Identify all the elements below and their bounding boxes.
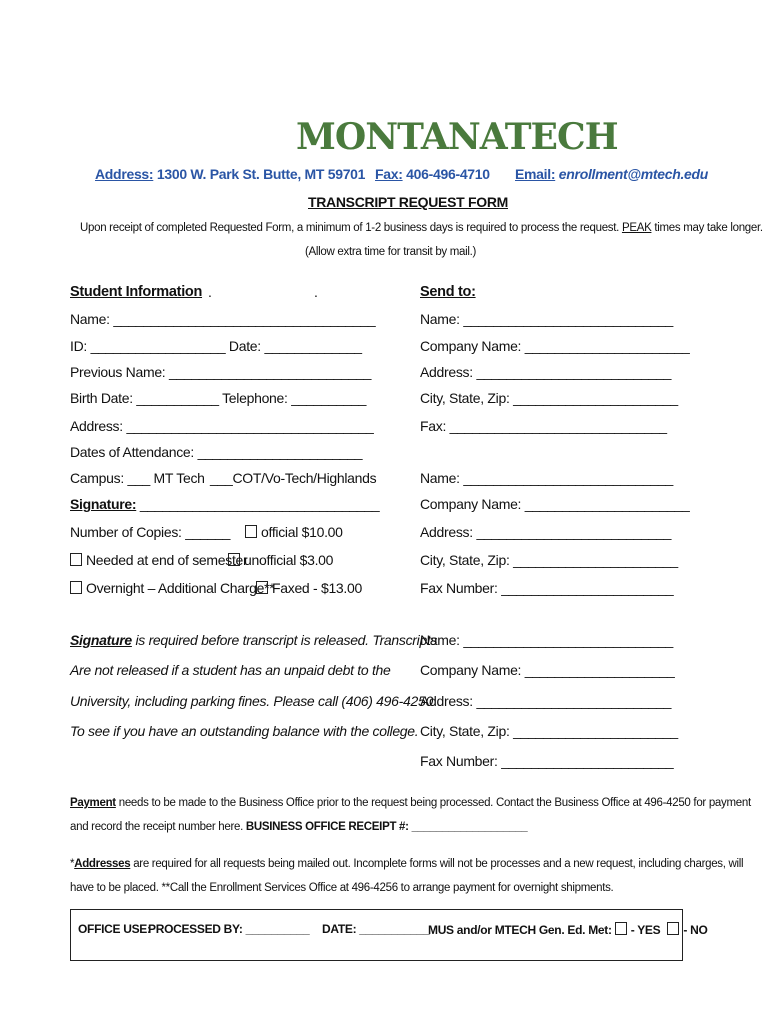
campus-cot-option[interactable]: ___COT/Vo-Tech/Highlands	[210, 470, 377, 486]
email-label: Email:	[515, 166, 556, 182]
dot-2: .	[314, 284, 318, 300]
notice-line-3: University, including parking fines. Please call (406) 496-4250	[70, 693, 433, 709]
student-info-heading: Student Information	[70, 284, 203, 300]
sendto1-city-field[interactable]: City, State, Zip: ______________________	[420, 390, 678, 406]
gen-ed-met	[428, 922, 708, 937]
office-date-field[interactable]: DATE: ___________	[322, 922, 430, 936]
email-value[interactable]: enrollment@mtech.edu	[555, 166, 709, 182]
sendto3-city-field[interactable]: City, State, Zip: ______________________	[420, 723, 678, 739]
sendto3-company-field[interactable]: Company Name: ____________________	[420, 662, 675, 678]
checkbox-icon[interactable]	[70, 553, 82, 566]
dates-attendance-field[interactable]: Dates of Attendance: ______________________	[70, 444, 363, 460]
fax-contact	[375, 166, 490, 182]
payment-line-1	[70, 797, 751, 809]
notice-signature-word: Signature	[70, 632, 132, 648]
sendto3-address-field[interactable]: Address: __________________________	[420, 693, 672, 709]
notice-line-4: To see if you have an outstanding balance with the college.	[70, 723, 419, 739]
address-contact	[95, 166, 365, 182]
student-id-date-field[interactable]: ID: __________________ Date: _____________	[70, 338, 362, 354]
sendto3-fax-field[interactable]: Fax Number: _______________________	[420, 753, 674, 769]
sendto1-address-field[interactable]: Address: __________________________	[420, 364, 672, 380]
notice-line-1-text: is required before transcript is released. Transcripts	[131, 632, 438, 648]
campus-mt-tech-option[interactable]: Campus: ___ MT Tech	[70, 470, 205, 486]
faxed-label: Faxed - $13.00	[272, 580, 362, 596]
payment-line-2-text: and record the receipt number here.	[70, 821, 246, 833]
sendto1-fax-field[interactable]: Fax: _____________________________	[420, 418, 667, 434]
sendto1-name-field[interactable]: Name: ____________________________	[420, 311, 673, 327]
sendto2-address-field[interactable]: Address: __________________________	[420, 524, 672, 540]
student-name-field[interactable]: Name: ___________________________________	[70, 311, 376, 327]
send-to-heading: Send to:	[420, 284, 476, 300]
checkbox-icon[interactable]	[70, 581, 82, 594]
student-address-field[interactable]: Address: _________________________________	[70, 418, 374, 434]
intro-text	[80, 222, 763, 234]
signature-label: Signature:	[70, 496, 137, 512]
email-contact	[515, 166, 708, 182]
office-use-label: OFFICE USE:	[78, 922, 151, 936]
needed-end-label: Needed at end of semester	[86, 552, 248, 568]
yes-label: - YES	[630, 923, 661, 937]
birth-phone-field[interactable]: Birth Date: ___________ Telephone: __________	[70, 390, 367, 406]
addresses-star: *	[70, 858, 75, 870]
form-title: TRANSCRIPT REQUEST FORM	[308, 194, 508, 210]
addresses-word: Addresses	[74, 858, 131, 870]
notice-line-2: Are not released if a student has an unpaid debt to the	[70, 662, 391, 678]
logo-text: MONTANATECH	[296, 116, 618, 158]
intro-part-b: times may take longer.	[651, 222, 763, 234]
overnight-option[interactable]	[70, 580, 274, 596]
sendto2-fax-field[interactable]: Fax Number: _______________________	[420, 580, 674, 596]
official-option[interactable]	[245, 524, 343, 540]
addresses-line-2: have to be placed. **Call the Enrollment Services Office at 496-4256 to arrange payment for overnight shipments.	[70, 882, 614, 894]
processed-by-field[interactable]: PROCESSED BY: __________	[148, 922, 310, 936]
sendto2-company-field[interactable]: Company Name: ______________________	[420, 496, 690, 512]
official-label: official $10.00	[261, 524, 343, 540]
overnight-label: Overnight – Additional Charge**	[86, 580, 275, 596]
payment-word: Payment	[70, 797, 116, 809]
address-value: 1300 W. Park St. Butte, MT 59701	[153, 166, 366, 182]
checkbox-icon[interactable]	[615, 922, 627, 935]
sendto2-city-field[interactable]: City, State, Zip: ______________________	[420, 552, 678, 568]
no-label: - NO	[683, 923, 708, 937]
checkbox-icon[interactable]	[228, 553, 240, 566]
intro-part-a: Upon receipt of completed Requested Form, a minimum of 1-2 business days is required to process the request.	[80, 222, 622, 234]
receipt-field[interactable]: BUSINESS OFFICE RECEIPT #: ___________________	[245, 821, 528, 833]
signature-field[interactable]	[70, 496, 379, 512]
unofficial-option[interactable]	[228, 552, 333, 568]
sendto3-name-field[interactable]: Name: ____________________________	[420, 632, 673, 648]
checkbox-icon[interactable]	[245, 525, 257, 538]
intro-text-2: (Allow extra time for transit by mail.)	[305, 246, 477, 258]
copies-field[interactable]: Number of Copies: ______	[70, 524, 231, 540]
gen-ed-label: MUS and/or MTECH Gen. Ed. Met:	[428, 923, 612, 937]
faxed-option[interactable]	[256, 580, 362, 596]
montana-tech-logo	[296, 116, 618, 158]
fax-label: Fax:	[375, 166, 403, 182]
unofficial-label: unofficial $3.00	[244, 552, 334, 568]
address-label: Address:	[95, 166, 154, 182]
sendto2-name-field[interactable]: Name: ____________________________	[420, 470, 673, 486]
addresses-line-1-text: are required for all requests being mailed out. Incomplete forms will not be processes and a new request, including charges, will	[130, 858, 744, 870]
sendto1-company-field[interactable]: Company Name: ______________________	[420, 338, 690, 354]
needed-end-option[interactable]	[70, 552, 247, 568]
checkbox-icon[interactable]	[256, 581, 268, 594]
fax-value: 406-496-4710	[402, 166, 490, 182]
signature-line: ________________________________	[136, 496, 380, 512]
previous-name-field[interactable]: Previous Name: ___________________________	[70, 364, 372, 380]
checkbox-icon[interactable]	[667, 922, 679, 935]
intro-peak: PEAK	[621, 222, 652, 234]
payment-line-2	[70, 821, 527, 833]
notice-line-1	[70, 632, 437, 648]
addresses-line-1	[70, 858, 743, 870]
dot-1: .	[208, 284, 212, 300]
payment-line-1-text: needs to be made to the Business Office prior to the request being processed. Contact the Business Office at 496-4250 for payment	[115, 797, 751, 809]
